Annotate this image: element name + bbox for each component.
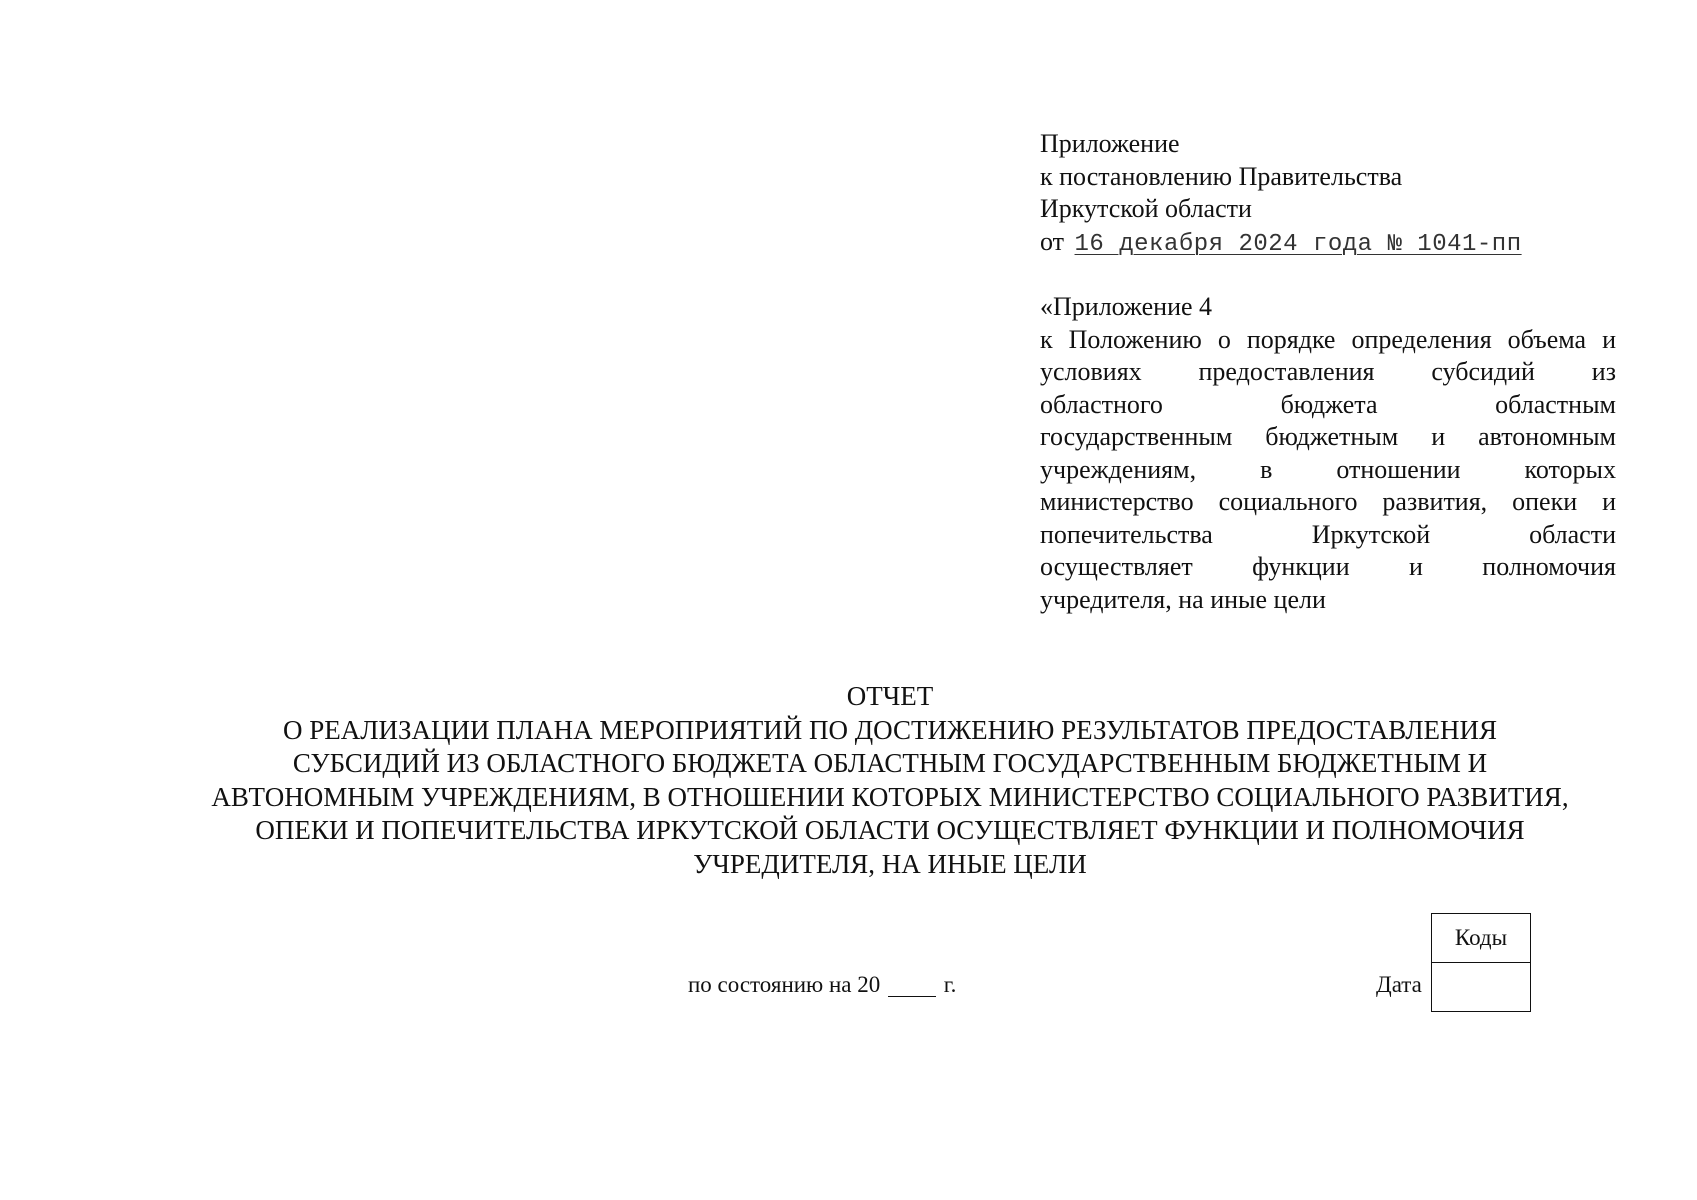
report-title-line: УЧРЕДИТЕЛЯ, НА ИНЫЕ ЦЕЛИ	[693, 848, 1087, 879]
resolution-date-stamp: 16 декабря 2024 года № 1041-пп	[1074, 230, 1522, 258]
appendix-title: Приложение	[1040, 129, 1180, 158]
appendix-region: Иркутской области	[1040, 194, 1252, 223]
report-title-line: ОПЕКИ И ПОПЕЧИТЕЛЬСТВА ИРКУТСКОЙ ОБЛАСТИ ОСУЩЕСТВЛЯЕТ ФУНКЦИИ И ПОЛНОМОЧИЯ	[255, 815, 1525, 845]
appendix4-title: «Приложение 4	[1040, 292, 1213, 321]
codes-table	[1431, 913, 1531, 1012]
date-label: Дата	[1376, 972, 1422, 997]
resolution-date-line	[1040, 226, 1620, 262]
report-title-line: О РЕАЛИЗАЦИИ ПЛАНА МЕРОПРИЯТИЙ ПО ДОСТИЖЕНИЮ РЕЗУЛЬТАТОВ ПРЕДОСТАВЛЕНИЯ	[282, 714, 1498, 745]
appendix4-line: учредителя, на иные цели	[1040, 584, 1326, 614]
as-of-suffix: г.	[943, 972, 957, 997]
report-title	[90, 680, 1690, 881]
appendix4-line: учреждениям, в отношении которых	[1040, 454, 1616, 484]
as-of-date	[688, 972, 956, 999]
codes-header-row	[1432, 914, 1531, 963]
appendix4-line: министерство социального развития, опеки и	[1040, 487, 1616, 516]
codes-date-cell	[1432, 963, 1531, 1012]
appendix-reference: к постановлению Правительства	[1040, 161, 1403, 191]
appendix4-line: областного бюджета областным	[1040, 389, 1616, 419]
appendix4-line: попечительства Иркутской области	[1040, 519, 1616, 549]
appendix4-block	[1040, 291, 1616, 616]
appendix-header	[1040, 128, 1620, 261]
report-title-line: ОТЧЕТ	[846, 681, 934, 711]
report-title-line: АВТОНОМНЫМ УЧРЕЖДЕНИЯМ, В ОТНОШЕНИИ КОТОРЫХ МИНИСТЕРСТВО СОЦИАЛЬНОГО РАЗВИТИЯ,	[211, 781, 1569, 812]
codes-date-row	[1432, 963, 1531, 1012]
appendix4-line: условиях предоставления субсидий из	[1040, 357, 1616, 386]
appendix4-line: государственным бюджетным и автономным	[1040, 422, 1616, 451]
resolution-date-prefix: от	[1040, 226, 1065, 256]
as-of-prefix: по состоянию на 20	[688, 972, 881, 997]
codes-header: Коды	[1432, 914, 1531, 963]
as-of-year-blank	[888, 970, 936, 997]
report-title-line: СУБСИДИЙ ИЗ ОБЛАСТНОГО БЮДЖЕТА ОБЛАСТНЫМ ГОСУДАРСТВЕННЫМ БЮДЖЕТНЫМ И	[292, 748, 1488, 778]
appendix4-line: осуществляет функции и полномочия	[1040, 552, 1616, 581]
appendix4-line: к Положению о порядке определения объема и	[1040, 324, 1616, 354]
